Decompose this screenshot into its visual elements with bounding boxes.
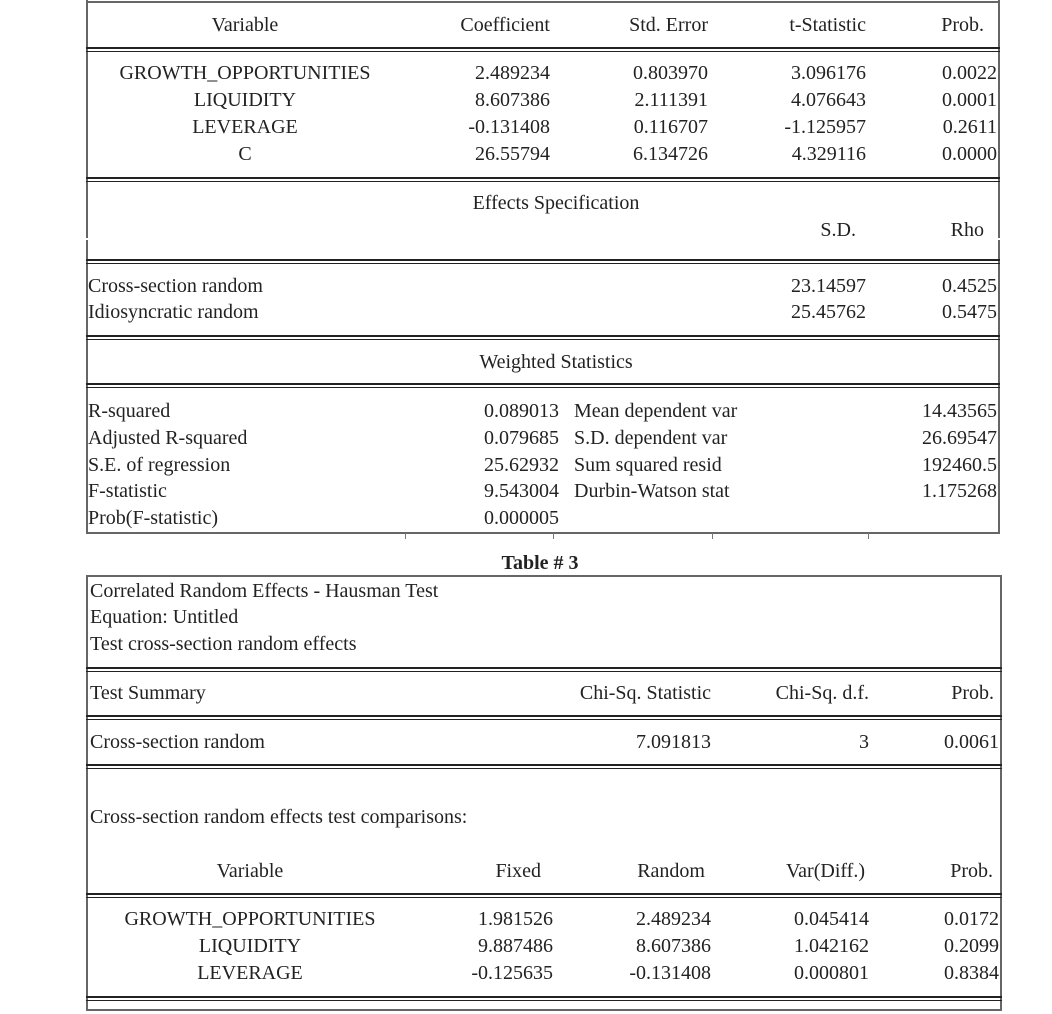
col-header-chi-sq-statistic: Chi-Sq. Statistic (579, 682, 711, 704)
col-header-prob: Prob. (950, 860, 993, 882)
col-header-chi-sq-df: Chi-Sq. d.f. (775, 682, 869, 704)
header-divider (86, 715, 1002, 720)
stat-value: 9.543004 (484, 480, 559, 502)
stat-value: 1.175268 (922, 480, 997, 502)
stat-label: Sum squared resid (574, 454, 722, 476)
section-divider (86, 177, 1000, 182)
std-error-value: 2.111391 (634, 89, 708, 111)
col-header-prob: Prob. (951, 682, 994, 704)
col-header-std-error: Std. Error (629, 14, 708, 36)
stat-label: Mean dependent var (574, 400, 738, 422)
weighted-header-divider (86, 383, 1000, 388)
coefficient-value: 2.489234 (475, 62, 550, 84)
stat-value: 192460.5 (922, 454, 997, 476)
stat-label: F-statistic (88, 480, 167, 502)
coefficient-value: 26.55794 (475, 143, 550, 165)
col-header-variable: Variable (211, 14, 279, 36)
stat-label: Prob(F-statistic) (88, 507, 218, 529)
random-value: 2.489234 (636, 908, 711, 930)
stat-value: 26.69547 (922, 427, 997, 449)
col-header-test-summary: Test Summary (90, 682, 206, 704)
stat-value: 0.079685 (484, 427, 559, 449)
variable-name: LEVERAGE (197, 962, 303, 984)
variable-name: LEVERAGE (192, 116, 298, 138)
var-diff-value: 0.000801 (794, 962, 869, 984)
random-value: -0.131408 (629, 962, 711, 984)
section-divider (86, 667, 1002, 672)
effect-label: Cross-section random (88, 275, 263, 297)
variable-name: GROWTH_OPPORTUNITIES (119, 62, 371, 84)
sd-value: 23.14597 (791, 275, 866, 297)
sd-value: 25.45762 (791, 301, 866, 323)
fixed-value: 1.981526 (478, 908, 553, 930)
random-value: 8.607386 (636, 935, 711, 957)
stat-value: 25.62932 (484, 454, 559, 476)
test-description: Test cross-section random effects (90, 633, 357, 655)
comparisons-title: Cross-section random effects test comparisons: (90, 806, 468, 828)
col-header-variable: Variable (216, 860, 284, 882)
col-header-coefficient: Coefficient (460, 14, 550, 36)
header-divider (86, 893, 1002, 898)
coefficient-value: 8.607386 (475, 89, 550, 111)
prob-value: 0.0061 (944, 731, 999, 753)
stat-label: S.D. dependent var (574, 427, 728, 449)
prob-value: 0.0022 (942, 62, 997, 84)
stat-label: S.E. of regression (88, 454, 231, 476)
std-error-value: 0.803970 (633, 62, 708, 84)
prob-value: 0.0000 (942, 143, 997, 165)
stat-value: 14.43565 (922, 400, 997, 422)
prob-value: 0.2099 (944, 935, 999, 957)
section-divider (86, 764, 1002, 769)
rho-value: 0.4525 (942, 275, 997, 297)
section-divider (86, 335, 1000, 340)
std-error-value: 0.116707 (633, 116, 708, 138)
variable-name: GROWTH_OPPORTUNITIES (124, 908, 376, 930)
stat-label: R-squared (88, 400, 171, 422)
prob-value: 0.2611 (942, 116, 997, 138)
table-bottom-border (86, 532, 1000, 534)
equation-label: Equation: Untitled (90, 606, 239, 628)
prob-value: 0.0172 (944, 908, 999, 930)
col-header-prob: Prob. (941, 14, 984, 36)
stat-value: 0.000005 (484, 507, 559, 529)
rho-value: 0.5475 (942, 301, 997, 323)
col-header-fixed: Fixed (495, 860, 541, 882)
col-header-random: Random (637, 860, 705, 882)
std-error-value: 6.134726 (633, 143, 708, 165)
t-statistic-value: -1.125957 (784, 116, 866, 138)
col-header-sd: S.D. (820, 219, 856, 241)
variable-name: C (238, 143, 252, 165)
t-statistic-value: 4.076643 (791, 89, 866, 111)
coefficient-value: -0.131408 (468, 116, 550, 138)
table-caption: Table # 3 (501, 552, 579, 574)
col-header-rho: Rho (950, 219, 984, 241)
section-divider (86, 996, 1002, 1001)
fixed-value: 9.887486 (478, 935, 553, 957)
effect-label: Idiosyncratic random (88, 301, 259, 323)
table-bottom-border (86, 1009, 1002, 1011)
effects-specification-title: Effects Specification (472, 192, 640, 214)
chi-sq-value: 7.091813 (636, 731, 711, 753)
var-diff-value: 1.042162 (794, 935, 869, 957)
weighted-statistics-title: Weighted Statistics (479, 351, 633, 373)
df-value: 3 (859, 731, 869, 753)
col-header-t-statistic: t-Statistic (789, 14, 866, 36)
prob-value: 0.8384 (944, 962, 999, 984)
column-tick (868, 533, 869, 539)
table-top-border (86, 1, 1000, 3)
col-header-var-diff: Var(Diff.) (785, 860, 865, 882)
table-top-border (86, 575, 1002, 577)
column-tick (553, 533, 554, 539)
stat-value: 0.089013 (484, 400, 559, 422)
t-statistic-value: 4.329116 (791, 143, 866, 165)
effects-header-divider (86, 259, 1000, 264)
summary-label: Cross-section random (90, 731, 265, 753)
prob-value: 0.0001 (942, 89, 997, 111)
var-diff-value: 0.045414 (794, 908, 869, 930)
header-divider (86, 47, 1000, 52)
stat-label: Adjusted R-squared (88, 427, 248, 449)
variable-name: LIQUIDITY (198, 935, 302, 957)
variable-name: LIQUIDITY (193, 89, 297, 111)
column-tick (405, 533, 406, 539)
fixed-value: -0.125635 (471, 962, 553, 984)
test-title: Correlated Random Effects - Hausman Test (90, 580, 439, 602)
t-statistic-value: 3.096176 (791, 62, 866, 84)
column-tick (712, 533, 713, 539)
stat-label: Durbin-Watson stat (574, 480, 730, 502)
